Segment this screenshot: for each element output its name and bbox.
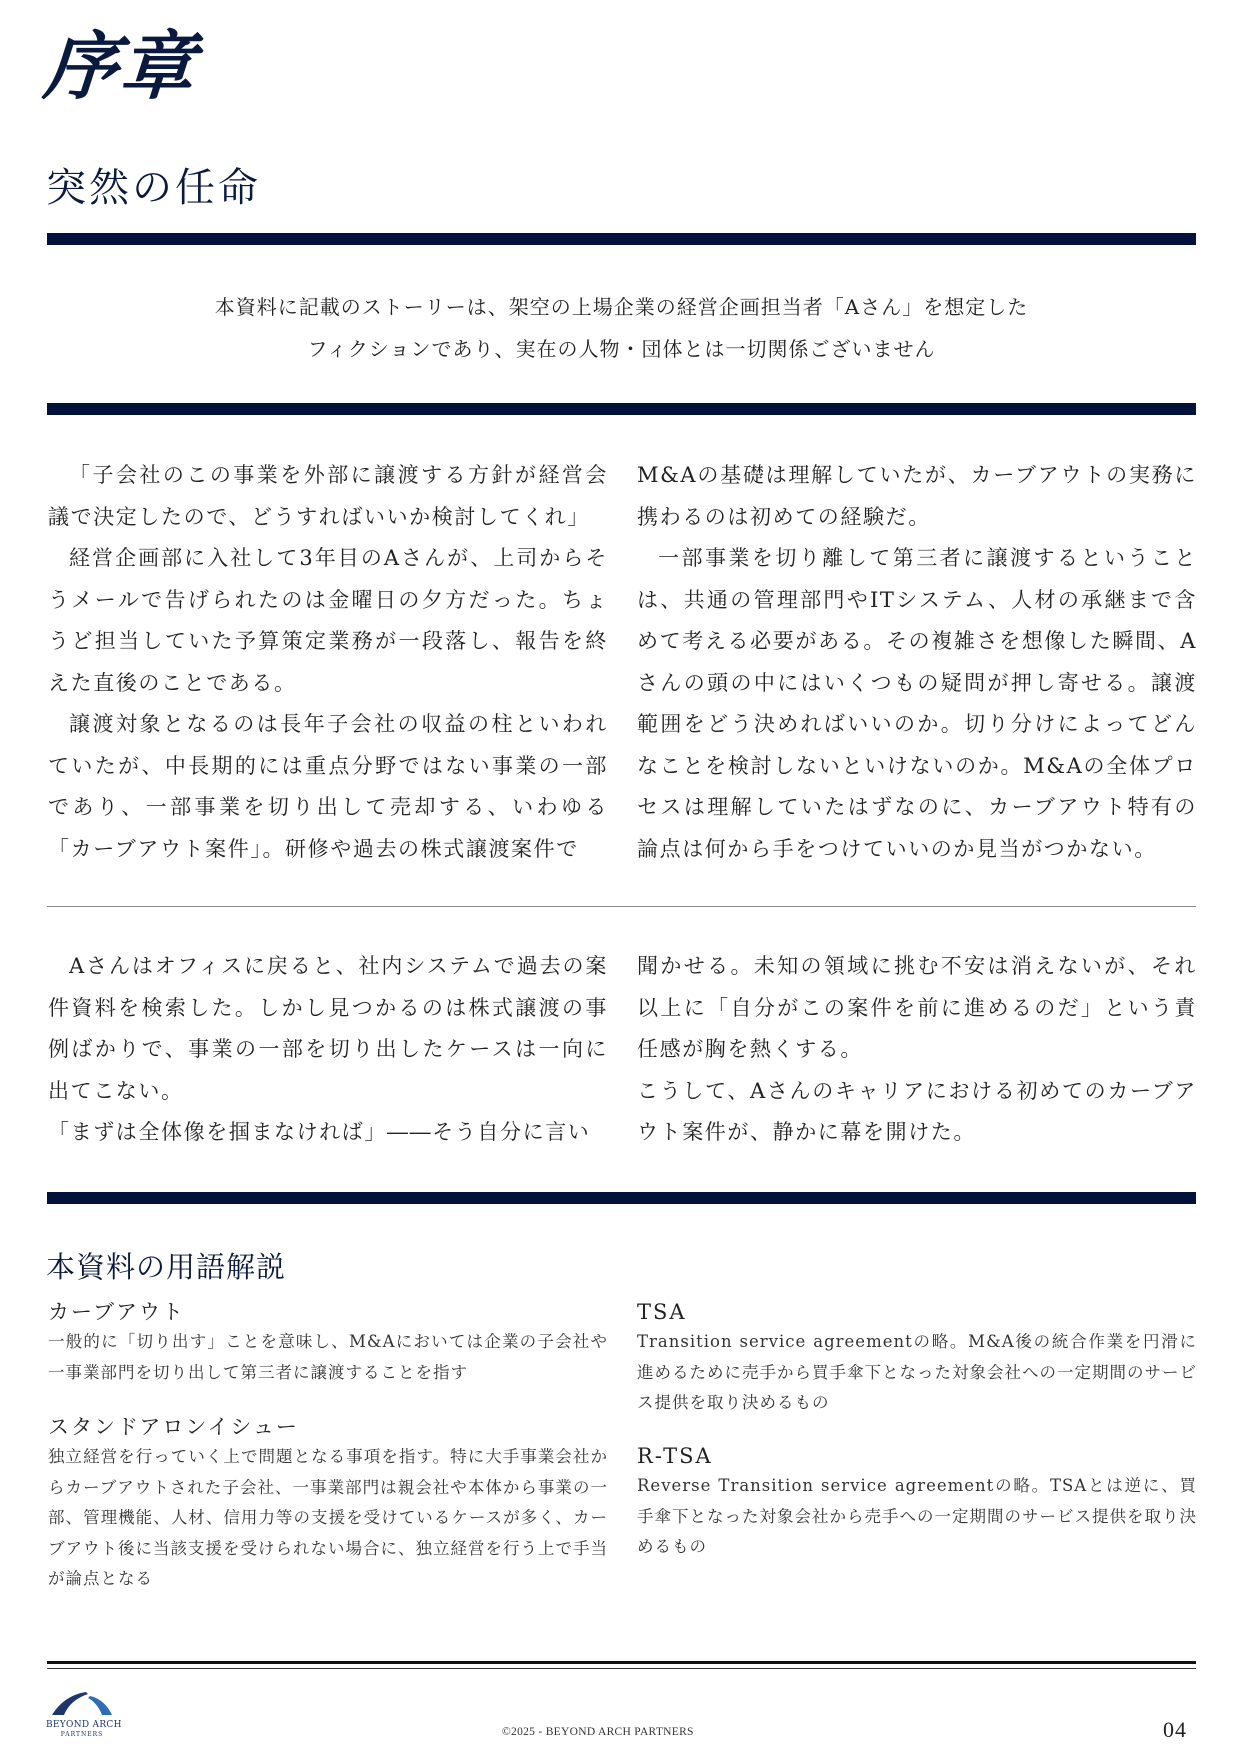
- glossary-title: 本資料の用語解説: [46, 1250, 287, 1284]
- divider-after-disclaimer: [47, 403, 1196, 415]
- glossary-term-carveout: [48, 1297, 608, 1388]
- term-name: R-TSA: [637, 1444, 713, 1468]
- paragraph: 「まずは全体像を掴まなければ」――そう自分に言い: [48, 1120, 591, 1144]
- glossary-term-standalone-issue: [48, 1412, 608, 1595]
- story-part2-right-column: [637, 946, 1197, 1154]
- disclaimer: [47, 286, 1196, 370]
- paragraph: Aさんはオフィスに戻ると、社内システムで過去の案件資料を検索した。しかし見つかるのは株式譲渡の事例ばかりで、事業の一部を切り出したケースは一向に出てこない。: [48, 954, 608, 1103]
- page-number: 04: [1163, 1717, 1187, 1742]
- section-title: 突然の任命: [46, 165, 261, 211]
- term-name: カーブアウト: [48, 1300, 185, 1324]
- chapter-title: 序章: [40, 24, 200, 110]
- glossary-term-tsa: [637, 1297, 1197, 1419]
- divider-thin: [47, 906, 1196, 907]
- footer-rule-thin: [47, 1668, 1196, 1669]
- divider-top: [47, 233, 1196, 245]
- paragraph: 一部事業を切り離して第三者に譲渡するということは、共通の管理部門やITシステム、人材の承継まで含めて考える必要がある。その複雑さを想像した瞬間、Aさんの頭の中にはいくつもの疑問が押し寄せる。譲渡範囲をどう決めればいいのか。切り分けによってどんなことを検討しないといけないのか。M&Aの全体プロセスは理解していたはずなのに、カーブアウト特有の論点は何から手をつけていいのか見当がつかない。: [637, 546, 1197, 861]
- divider-before-glossary: [47, 1192, 1196, 1204]
- term-description: Reverse Transition service agreementの略。TSAとは逆に、買手傘下となった対象会社から売手への一定期間のサービス提供を取り決めるもの: [637, 1476, 1197, 1556]
- company-logo: [46, 1690, 122, 1739]
- footer-rule: [47, 1661, 1196, 1664]
- paragraph: 「子会社のこの事業を外部に譲渡する方針が経営会議で決定したので、どうすればいいか検討してくれ」: [48, 463, 608, 529]
- story-part1-left-column: [48, 455, 608, 870]
- term-description: Transition service agreementの略。M&A後の統合作業を円滑に進めるために売手から買手傘下となった対象会社への一定期間のサービス提供を取り決めるもの: [637, 1332, 1197, 1412]
- disclaimer-line: 本資料に記載のストーリーは、架空の上場企業の経営企画担当者「Aさん」を想定した: [214, 295, 1029, 319]
- logo-name: BEYOND ARCH: [46, 1720, 122, 1730]
- paragraph: こうして、Aさんのキャリアにおける初めてのカーブアウト案件が、静かに幕を開けた。: [637, 1078, 1197, 1144]
- paragraph: 譲渡対象となるのは長年子会社の収益の柱といわれていたが、中長期的には重点分野ではない事業の一部であり、一部事業を切り出して売却する、いわゆる「カーブアウト案件」。研修や過去の株式譲渡案件で: [48, 712, 608, 861]
- arch-logo-icon: [50, 1690, 114, 1716]
- term-description: 独立経営を行っていく上で問題となる事項を指す。特に大手事業会社からカーブアウトされた子会社、一事業部門は親会社や本体から事業の一部、管理機能、人材、信用力等の支援を受けているケースが多く、カーブアウト後に当該支援を受けられない場合に、独立経営を行う上で手当が論点となる: [48, 1447, 608, 1588]
- term-name: TSA: [637, 1300, 687, 1324]
- story-part2-left-column: [48, 946, 608, 1154]
- glossary-term-rtsa: [637, 1441, 1197, 1563]
- logo-subtitle: PARTNERS: [60, 1731, 104, 1738]
- copyright: ©2025 - BEYOND ARCH PARTNERS: [502, 1726, 694, 1738]
- paragraph: 経営企画部に入社して3年目のAさんが、上司からそうメールで告げられたのは金曜日の夕方だった。ちょうど担当していた予算策定業務が一段落し、報告を終えた直後のことである。: [48, 546, 608, 695]
- disclaimer-line: フィクションであり、実在の人物・団体とは一切関係ございません: [307, 337, 936, 361]
- paragraph: M&Aの基礎は理解していたが、カーブアウトの実務に携わるのは初めての経験だ。: [637, 463, 1197, 529]
- term-description: 一般的に「切り出す」ことを意味し、M&Aにおいては企業の子会社や一事業部門を切り出して第三者に譲渡することを指す: [48, 1332, 608, 1382]
- story-part1-right-column: [637, 455, 1197, 870]
- paragraph: 聞かせる。未知の領域に挑む不安は消えないが、それ以上に「自分がこの案件を前に進めるのだ」という責任感が胸を熱くする。: [637, 954, 1197, 1061]
- term-name: スタンドアロンイシュー: [48, 1415, 299, 1439]
